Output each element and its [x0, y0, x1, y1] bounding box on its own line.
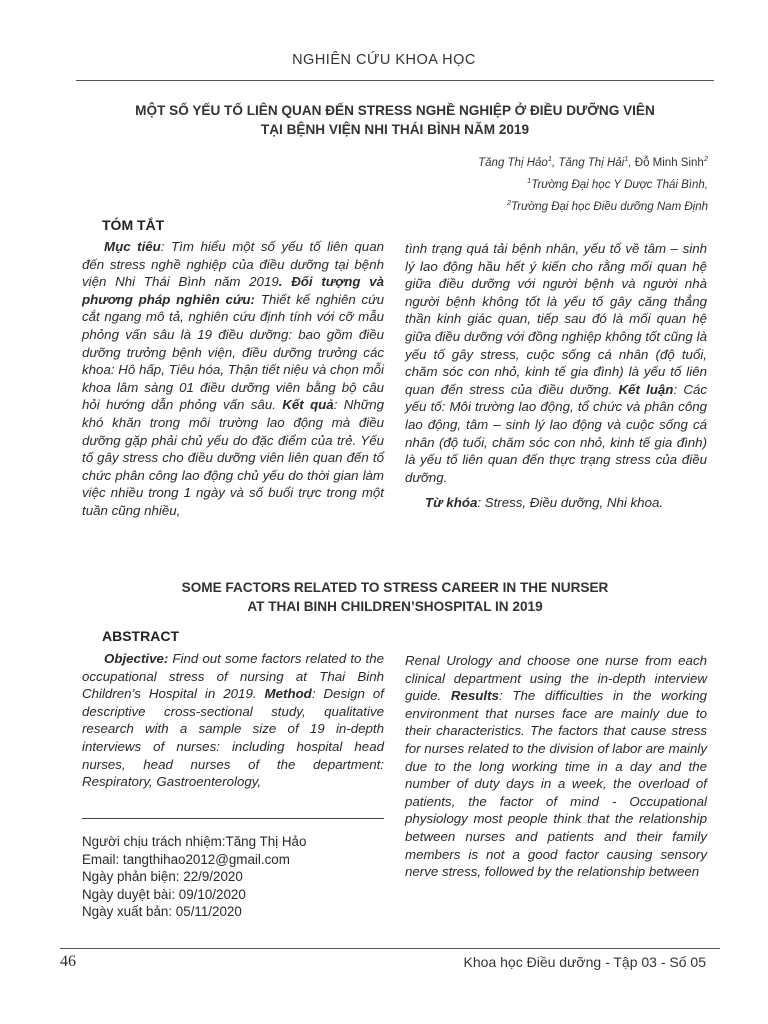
conclusion-label: Kết luận: [612, 381, 674, 397]
header-divider: [76, 80, 714, 81]
author-3: Đỗ Minh Sinh: [634, 156, 704, 169]
keywords-label: Từ khóa: [425, 495, 478, 511]
journal-name: Khoa học Điều dưỡng - Tập 03 - Số 05: [463, 954, 706, 970]
vn-abstract-right-column: tình trạng quá tải bệnh nhân, yếu tố về tâm – sinh lý lao động hầu hết ý kiến cho rằng mối quan hệ giữa điều dưỡng với người bệnh và người nhà người bệnh không tốt là yếu tố gây căng thẳng thần kinh giác quan, tiếp sau đó là mối quan hệ giữa điều dưỡng với đồng nghiệp không tốt cũng là yếu tố gây stress, cuộc sống cá nhân (độ tuổi, chăm sóc con nhỏ, kinh tế gia đình) là yếu tố liên quan đến stress của điều dưỡng. Kết luận: Các yếu tố: Môi trường lao động, tổ chức và phân công lao động, tâm – sinh lý lao động và cuộc sống cá nhân (độ tuổi, chăm sóc con nhỏ, kinh tế gia đình) là yếu tố liên quan đến thực trạng stress của điều dưỡng. Từ khóa: Stress, Điều dưỡng, Nhi khoa.: [405, 241, 707, 511]
en-article-title: [80, 578, 710, 616]
en-method-label: Method: [256, 686, 312, 702]
en-abstract-heading: ABSTRACT: [102, 628, 179, 644]
method-label: . Đối tượng và phương pháp nghiên cứu:: [82, 274, 384, 307]
vn-title-line-1: MỘT SỐ YẾU TỐ LIÊN QUAN ĐẾN STRESS NGHỀ NGHIỆP Ở ĐIỀU DƯỠNG VIÊN: [135, 103, 655, 118]
author-1: Tăng Thị Hảo: [478, 156, 548, 169]
en-results-label: Results: [441, 688, 499, 704]
affiliation-1: $^1$Trường Đại học Y Dược Thái Bình,: [527, 175, 708, 191]
vn-abstract-heading: TÓM TẮT: [102, 217, 165, 233]
en-title-line-2: AT THAI BINH CHILDREN’SHOSPITAL IN 2019: [247, 599, 543, 614]
author-1-sup: 1: [547, 154, 552, 163]
page-number: 46: [60, 953, 76, 970]
correspondence-footnote: [82, 833, 402, 921]
author-2-sup: 1: [624, 154, 629, 163]
vn-title-line-2: TẠI BỆNH VIỆN NHI THÁI BÌNH NĂM 2019: [260, 122, 530, 137]
en-objective-label: Objective:: [104, 651, 169, 666]
journal-section-header: NGHIÊN CỨU KHOA HỌC: [292, 52, 476, 68]
keywords: Từ khóa: Stress, Điều dưỡng, Nhi khoa.: [425, 495, 664, 511]
author-list: Tăng Thị Hảo$^1$, Tăng Thị Hải$^1$, Đỗ Minh Sinh$^2$: [478, 154, 708, 169]
footnote-divider: [82, 818, 384, 819]
approve-date: Ngày duyệt bài: 09/10/2020: [82, 886, 246, 902]
objective-label: Mục tiêu: [104, 239, 161, 254]
en-abstract-right-column: Renal Urology and choose one nurse from each clinical department using the in-depth interview guide. Results: The difficulties in the working environment that nurses face are mainly due to their characteristics. The factors that cause stress for nurses related to the division of labor are mainly due to the long working time in a day and the number of duty days in a week, the overload of patients, the factor of mind - Occupational physiology most people think that the relationship between nurses and patients and their family members is not a good factor causing sensory nerve stress, followed by the relationship between: [405, 653, 707, 880]
author-block: [478, 150, 708, 215]
en-abstract-left-column: Objective: Find out some factors related to the occupational stress of nursing at Thai Binh Children’s Hospital in 2019. Method: Design of descriptive cross-sectional study, qualitative research with a sample size of 19 in-depth interviews of nurses: including hospital head nurses, head nurses of the department: Respiratory, Gastroenterology,: [82, 651, 384, 790]
responsible-author: Người chịu trách nhiệm:Tăng Thị Hảo: [82, 834, 307, 849]
result-label: Kết quả: [275, 397, 334, 413]
publish-date: Ngày xuất bản: 05/11/2020: [82, 904, 242, 920]
review-date: Ngày phản biện: 22/9/2020: [82, 869, 243, 885]
affiliation-2: $^2$Trường Đại học Điều dưỡng Nam Định: [506, 197, 708, 213]
email: Email: tangthihao2012@gmail.com: [82, 851, 290, 867]
footer-divider: [60, 948, 720, 949]
vn-abstract-left-column: Mục tiêu: Tìm hiểu một số yếu tố liên quan đến stress nghề nghiệp của điều dưỡng tại bệnh viện Nhi Thái Bình năm 2019. Đối tượng và phương pháp nghiên cứu: Thiết kế nghiên cứu cắt ngang mô tả, nghiên cứu định tính với cỡ mẫu phỏng vấn sâu là 19 điều dưỡng: bao gồm điều dưỡng trưởng bệnh viện, điều dưỡng trưởng các khoa: Hô hấp, Tiêu hóa, Thận tiết niệu và chọn mỗi khoa lâm sàng 01 điều dưỡng viên bằng bộ câu hỏi hướng dẫn phỏng vấn sâu. Kết quả: Những khó khăn trong môi trường lao động mà điều dưỡng gặp phải chủ yếu do đặc điểm của trẻ. Yếu tố gây stress cho điều dưỡng viên liên quan đến tổ chức phân công lao động chủ yếu do thời gian làm việc nhiều trong 1 ngày và số buổi trực trong một tuần cũng nhiều,: [82, 239, 384, 518]
en-title-line-1: SOME FACTORS RELATED TO STRESS CAREER IN THE NURSER: [181, 580, 609, 595]
author-2: Tăng Thị Hải: [558, 156, 625, 169]
author-3-sup: 2: [703, 154, 708, 163]
vn-article-title: [80, 101, 710, 139]
